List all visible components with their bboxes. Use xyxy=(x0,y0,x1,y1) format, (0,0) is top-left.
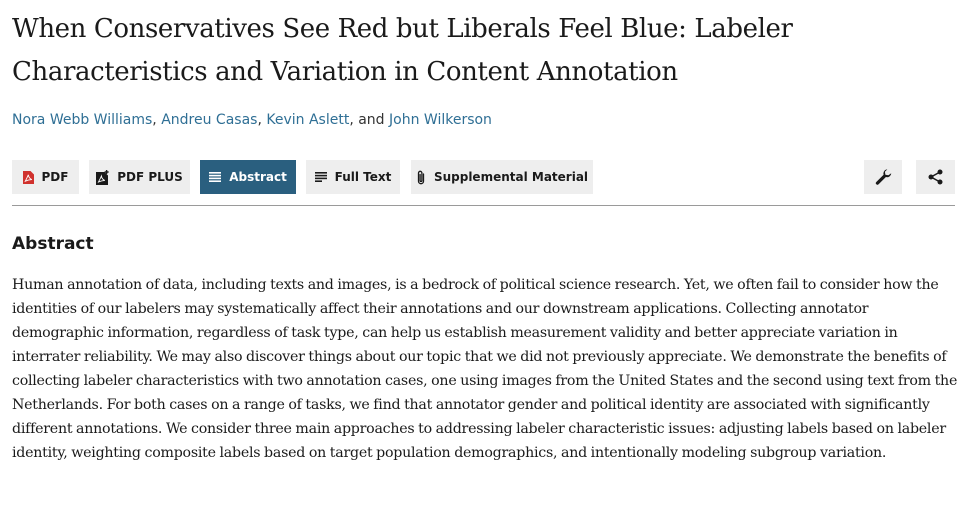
article-toolbar xyxy=(12,160,955,194)
full-text-tab-label: Full Text xyxy=(334,170,392,184)
pdf-plus-button[interactable] xyxy=(89,160,190,194)
section-divider xyxy=(12,205,955,206)
pdf-label: PDF xyxy=(41,170,69,184)
tab-abstract[interactable] xyxy=(200,160,296,194)
lines-icon xyxy=(209,172,221,182)
pdf-icon xyxy=(23,171,34,184)
author-link[interactable]: Nora Webb Williams xyxy=(12,112,153,128)
article-title: When Conservatives See Red but Liberals Feel Blue: Labeler Characteristics and Variation in Content Annotation xyxy=(12,14,793,87)
pdf-plus-label: PDF PLUS xyxy=(117,170,183,184)
wrench-icon xyxy=(875,169,892,186)
tab-full-text[interactable] xyxy=(306,160,400,194)
abstract-tab-label: Abstract xyxy=(229,170,287,184)
pdf-plus-icon xyxy=(96,170,109,185)
author-separator: , xyxy=(152,112,162,128)
author-link[interactable]: Andreu Casas xyxy=(161,112,258,128)
author-separator: , and xyxy=(349,112,390,128)
abstract-text: Human annotation of data, including texts and images, is a bedrock of political science research. Yet, we often fail to consider how the identities of our labelers may systematically affect their annotations and our downstream applications. Collecting annotator demographic information, regardless of task type, can help us establish measurement validity and better appreciate variation in interrater reliability. We may also discover things about our topic that we did not previously appreciate. We demonstrate the benefits of collecting labeler characteristics with two annotation cases, one using images from the United States and the second using text from the Netherlands. For both cases on a range of tasks, we find that annotator gender and political identity are associated with significantly different annotations. We consider three main approaches to addressing labeler characteristic issues: adjusting labels based on labeler identity, weighting composite labels based on target population demographics, and intentionally modeling subgroup variation. xyxy=(12,277,958,461)
tab-supplemental-material[interactable] xyxy=(411,160,593,194)
author-link[interactable]: Kevin Aslett xyxy=(266,112,350,128)
paperclip-icon xyxy=(416,170,426,185)
text-lines-icon xyxy=(315,172,327,182)
share-button[interactable] xyxy=(916,160,955,194)
author-link[interactable]: John Wilkerson xyxy=(389,112,492,128)
pdf-button[interactable] xyxy=(12,160,79,194)
supplemental-tab-label: Supplemental Material xyxy=(433,170,589,184)
abstract-heading: Abstract xyxy=(12,234,94,254)
tools-button[interactable] xyxy=(864,160,902,194)
share-icon xyxy=(928,169,943,185)
author-separator: , xyxy=(257,112,267,128)
author-list xyxy=(12,112,492,128)
